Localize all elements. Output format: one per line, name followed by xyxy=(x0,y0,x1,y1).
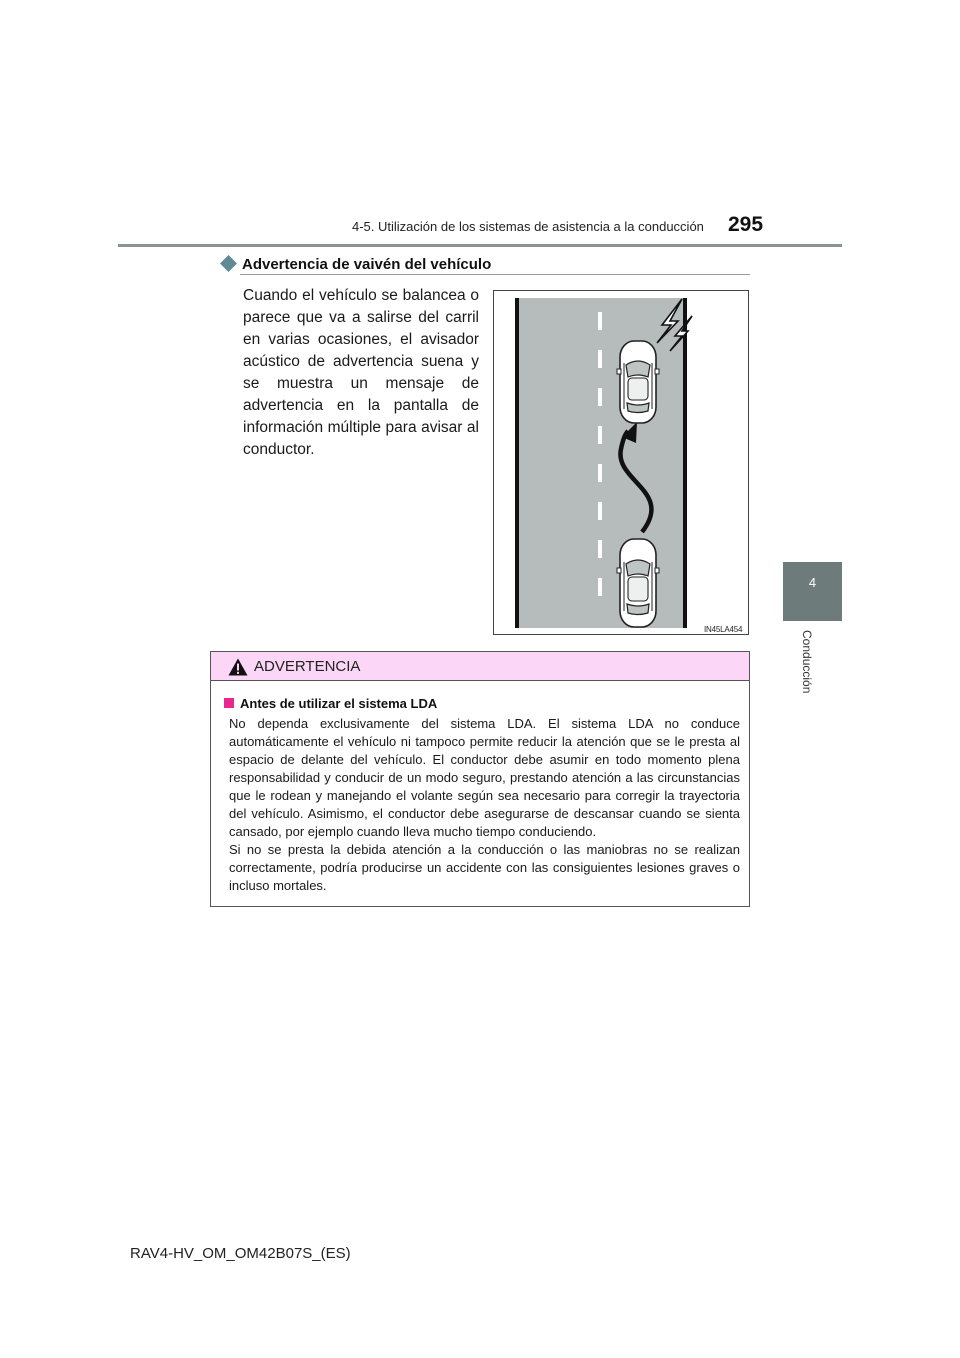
chapter-label-container xyxy=(800,630,822,700)
warning-subheading-text: Antes de utilizar el sistema LDA xyxy=(240,696,438,711)
diamond-bullet-icon xyxy=(220,255,237,272)
section-heading-text: Advertencia de vaivén del vehículo xyxy=(242,256,492,273)
warning-subheading xyxy=(224,696,437,711)
warning-paragraph: Si no se presta la debida atención a la conducción o las maniobras no se realizan correctamente, podría producirse un accidente con las consiguientes lesiones graves o incluso mortales. xyxy=(229,842,740,893)
chapter-tab xyxy=(783,562,842,621)
lane-sway-figure xyxy=(493,290,749,635)
road-lane-illustration xyxy=(494,291,748,634)
section-heading-rule xyxy=(240,274,750,275)
warning-title: ADVERTENCIA xyxy=(254,658,361,675)
header-divider xyxy=(118,244,842,247)
car-icon xyxy=(617,341,659,423)
square-bullet-icon xyxy=(224,698,234,708)
section-body-text: Cuando el vehículo se balancea o parece que va a salirse del carril en varias ocasiones, el avisador acústico de advertencia suena y se muestra un mensaje de advertencia en la pantalla de información múltiple para avisar al conductor. xyxy=(243,287,479,458)
warning-header xyxy=(211,652,749,681)
footer-document-code: RAV4-HV_OM_OM42B07S_(ES) xyxy=(130,1245,351,1262)
chapter-number: 4 xyxy=(808,575,817,590)
warning-box xyxy=(210,651,750,907)
figure-code: IN45LA454 xyxy=(704,625,743,634)
header-section-title: 4-5. Utilización de los sistemas de asistencia a la conducción xyxy=(352,219,704,234)
car-icon xyxy=(617,539,659,627)
chapter-label: Conducción xyxy=(800,630,814,694)
section-heading xyxy=(220,254,750,274)
warning-paragraph: No dependa exclusivamente del sistema LDA. El sistema LDA no conduce automáticamente el vehículo ni tampoco permite reducir la atención que se le presta al espacio de delante del vehículo. El conductor debe asumir en todo momento plena responsabilidad y conducir de un modo seguro, prestando atención a las circunstancias que le rodean y manejando el volante según sea necesario para corregir la trayectoria del vehículo. Asimismo, el conductor debe asegurarse de descansar cuando se sienta cansado, por ejemplo cuando lleva mucho tiempo conduciendo. xyxy=(229,716,740,839)
page-number: 295 xyxy=(728,213,764,236)
warning-triangle-icon xyxy=(228,658,248,676)
warning-body xyxy=(229,715,740,895)
